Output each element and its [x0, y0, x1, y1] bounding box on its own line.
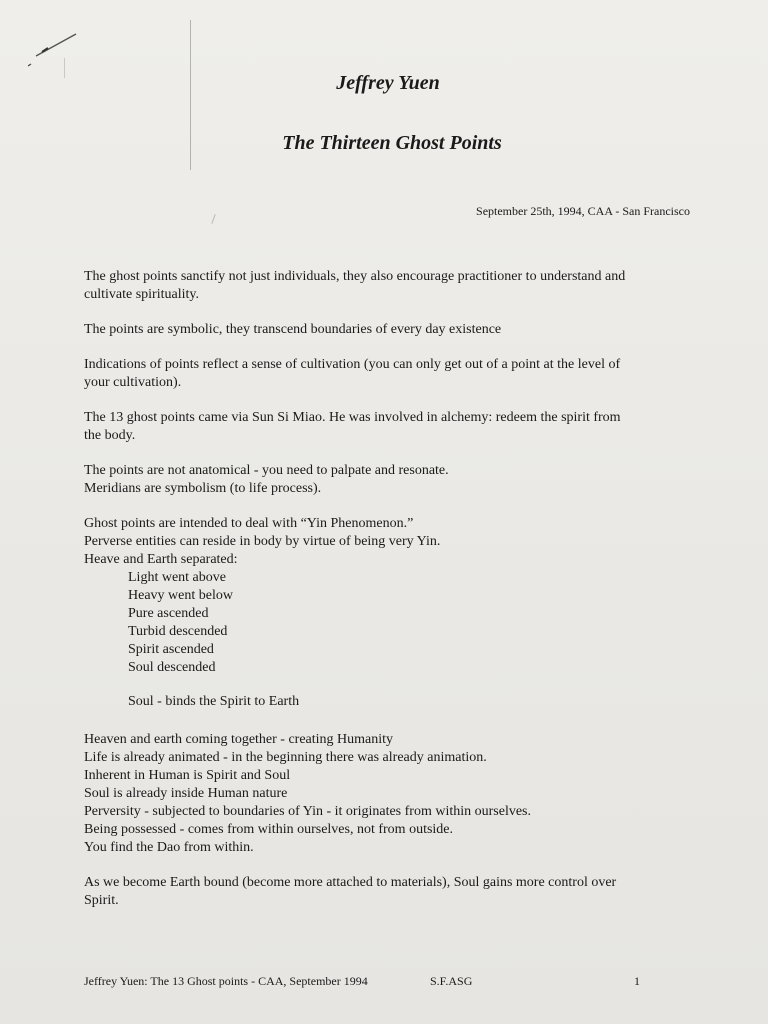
- separation-list: [84, 569, 684, 677]
- page-number: 1: [634, 974, 640, 988]
- text-line: Indications of points reflect a sense of cultivation (you can only get out of a point at the level of: [84, 357, 621, 372]
- text-line: Perverse entities can reside in body by virtue of being very Yin.: [84, 534, 441, 549]
- list-item: Spirit ascended: [128, 642, 214, 657]
- paragraph-5: [84, 462, 684, 498]
- text-line: Inherent in Human is Spirit and Soul: [84, 768, 291, 783]
- text-line: the body.: [84, 428, 136, 443]
- list-item: Heavy went below: [128, 588, 233, 603]
- list-item: Soul descended: [128, 660, 216, 675]
- text-line: The 13 ghost points came via Sun Si Miao. He was involved in alchemy: redeem the spirit from: [84, 410, 621, 425]
- paragraph-3: [84, 356, 684, 392]
- text-line: Soul - binds the Spirit to Earth: [128, 694, 300, 709]
- text-line: cultivate spirituality.: [84, 287, 199, 302]
- text-line: The points are symbolic, they transcend boundaries of every day existence: [84, 322, 502, 337]
- pen-mark: [28, 28, 88, 68]
- text-line: Perversity - subjected to boundaries of Yin - it originates from within ourselves.: [84, 804, 532, 819]
- text-line: Being possessed - comes from within ourselves, not from outside.: [84, 822, 454, 837]
- text-line: You find the Dao from within.: [84, 840, 254, 855]
- text-line: Spirit.: [84, 893, 119, 908]
- text-line: The points are not anatomical - you need to palpate and resonate.: [84, 463, 449, 478]
- list-item: Light went above: [128, 570, 226, 585]
- paragraph-7: [84, 693, 684, 711]
- text-line: As we become Earth bound (become more attached to materials), Soul gains more control over: [84, 875, 617, 890]
- author-name: Jeffrey Yuen: [336, 72, 440, 94]
- text-line: Meridians are symbolism (to life process).: [84, 481, 322, 496]
- list-item: Pure ascended: [128, 606, 209, 621]
- text-line: Heave and Earth separated:: [84, 552, 238, 567]
- text-line: Heaven and earth coming together - creating Humanity: [84, 732, 394, 747]
- document-title: The Thirteen Ghost Points: [282, 132, 502, 154]
- text-line: Life is already animated - in the beginning there was already animation.: [84, 750, 487, 765]
- text-line: Soul is already inside Human nature: [84, 786, 288, 801]
- dateline: September 25th, 1994, CAA - San Francisco: [476, 204, 690, 218]
- paragraph-2: [84, 321, 684, 339]
- list-item: Turbid descended: [128, 624, 228, 639]
- footer-source: S.F.ASG: [430, 974, 473, 988]
- scan-speck: [211, 214, 215, 224]
- text-line: Ghost points are intended to deal with “Yin Phenomenon.”: [84, 516, 414, 531]
- paragraph-8: [84, 731, 684, 857]
- text-line: your cultivation).: [84, 375, 182, 390]
- document-body: [84, 268, 684, 927]
- paragraph-1: [84, 268, 684, 304]
- paragraph-6: [84, 515, 684, 569]
- text-line: The ghost points sanctify not just individuals, they also encourage practitioner to understand and: [84, 269, 626, 284]
- footer-citation: Jeffrey Yuen: The 13 Ghost points - CAA, September 1994: [84, 974, 368, 988]
- paragraph-4: [84, 409, 684, 445]
- paragraph-9: [84, 874, 684, 910]
